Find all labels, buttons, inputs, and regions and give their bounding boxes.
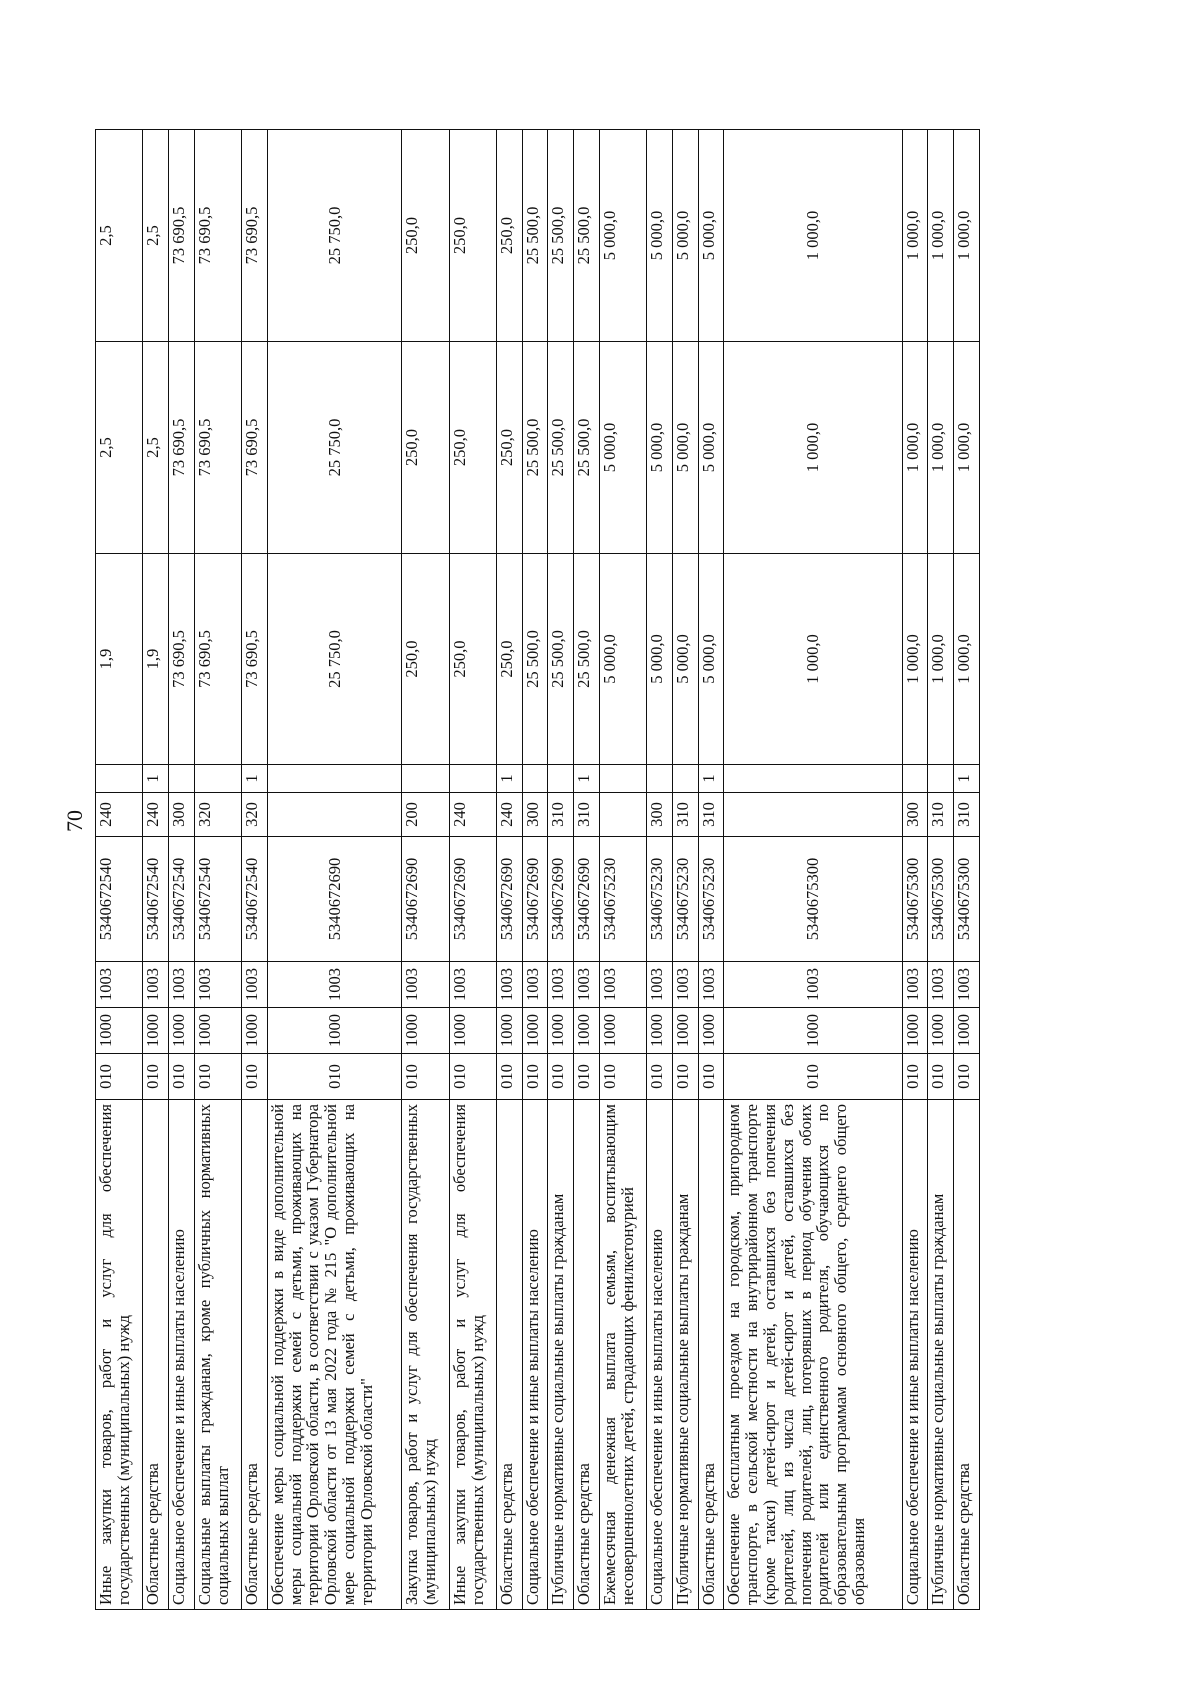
code-target: 5340675230 <box>698 837 724 962</box>
value-year-1: 25 500,0 <box>574 554 600 765</box>
code-section: 1000 <box>143 1008 169 1054</box>
table-row <box>574 130 600 1610</box>
code-expense-type <box>724 793 902 837</box>
code-admin: 010 <box>194 1054 241 1100</box>
code-expense-type: 320 <box>194 793 241 837</box>
row-name: Обеспечение бесплатным проездом на городском, пригородном транспорте, в сельской местности на внутрирайонном транспорте (кроме такси) детей-сирот и детей, оставшихся без попечения родителей, лиц из числа детей-сирот и детей, оставшихся без попечения родителей, лиц, потерявших в период обучения обоих родителей или единственного родителя, обучающихся по образовательным программам основного общего, среднего общего образования <box>724 1100 902 1610</box>
code-source <box>724 765 902 793</box>
value-year-1: 1,9 <box>96 554 143 765</box>
value-year-2: 1 000,0 <box>902 342 928 554</box>
code-source <box>449 765 496 793</box>
table-row <box>96 130 143 1610</box>
code-source <box>928 765 954 793</box>
code-source: 1 <box>954 765 980 793</box>
code-source: 1 <box>143 765 169 793</box>
value-year-1: 25 500,0 <box>522 554 548 765</box>
code-section: 1000 <box>902 1008 928 1054</box>
code-expense-type: 240 <box>143 793 169 837</box>
table-row <box>928 130 954 1610</box>
code-subsection: 1003 <box>928 962 954 1008</box>
code-admin: 010 <box>599 1054 646 1100</box>
row-name: Социальные выплаты гражданам, кроме публичных нормативных социальных выплат <box>194 1100 241 1610</box>
code-source: 1 <box>497 765 523 793</box>
value-year-2: 25 750,0 <box>267 342 402 554</box>
code-source: 1 <box>242 765 268 793</box>
value-year-2: 5 000,0 <box>647 342 673 554</box>
value-year-2: 1 000,0 <box>724 342 902 554</box>
value-year-2: 250,0 <box>497 342 523 554</box>
value-year-1: 73 690,5 <box>194 554 241 765</box>
table-row <box>902 130 928 1610</box>
code-expense-type: 310 <box>548 793 574 837</box>
code-target: 5340675230 <box>672 837 698 962</box>
code-subsection: 1003 <box>522 962 548 1008</box>
value-year-3: 1 000,0 <box>928 130 954 342</box>
row-name: Иные закупки товаров, работ и услуг для обеспечения государственных (муниципальных) нужд <box>449 1100 496 1610</box>
value-year-2: 1 000,0 <box>954 342 980 554</box>
code-target: 5340672690 <box>574 837 600 962</box>
row-name: Областные средства <box>574 1100 600 1610</box>
code-subsection: 1003 <box>402 962 449 1008</box>
code-admin: 010 <box>449 1054 496 1100</box>
code-expense-type: 300 <box>169 793 195 837</box>
code-source: 1 <box>574 765 600 793</box>
row-name: Социальное обеспечение и иные выплаты населению <box>522 1100 548 1610</box>
code-source <box>169 765 195 793</box>
code-source <box>672 765 698 793</box>
code-subsection: 1003 <box>902 962 928 1008</box>
row-name: Областные средства <box>954 1100 980 1610</box>
code-target: 5340672690 <box>548 837 574 962</box>
code-section: 1000 <box>928 1008 954 1054</box>
value-year-3: 5 000,0 <box>698 130 724 342</box>
code-target: 5340675300 <box>902 837 928 962</box>
value-year-2: 5 000,0 <box>672 342 698 554</box>
code-target: 5340672690 <box>522 837 548 962</box>
code-subsection: 1003 <box>242 962 268 1008</box>
value-year-1: 25 500,0 <box>548 554 574 765</box>
table-row <box>169 130 195 1610</box>
value-year-3: 5 000,0 <box>672 130 698 342</box>
value-year-3: 25 500,0 <box>522 130 548 342</box>
code-admin: 010 <box>574 1054 600 1100</box>
row-name: Публичные нормативные социальные выплаты гражданам <box>672 1100 698 1610</box>
code-target: 5340675230 <box>599 837 646 962</box>
value-year-3: 250,0 <box>497 130 523 342</box>
code-target: 5340675230 <box>647 837 673 962</box>
code-target: 5340672690 <box>449 837 496 962</box>
value-year-1: 73 690,5 <box>242 554 268 765</box>
code-section: 1000 <box>242 1008 268 1054</box>
code-admin: 010 <box>672 1054 698 1100</box>
value-year-3: 25 750,0 <box>267 130 402 342</box>
table-row <box>242 130 268 1610</box>
value-year-2: 73 690,5 <box>169 342 195 554</box>
value-year-1: 250,0 <box>449 554 496 765</box>
value-year-1: 1 000,0 <box>902 554 928 765</box>
value-year-1: 5 000,0 <box>672 554 698 765</box>
code-subsection: 1003 <box>169 962 195 1008</box>
value-year-3: 2,5 <box>143 130 169 342</box>
code-admin: 010 <box>169 1054 195 1100</box>
code-subsection: 1003 <box>497 962 523 1008</box>
table-row <box>954 130 980 1610</box>
code-section: 1000 <box>574 1008 600 1054</box>
row-name: Областные средства <box>698 1100 724 1610</box>
table-row <box>402 130 449 1610</box>
value-year-3: 73 690,5 <box>194 130 241 342</box>
code-subsection: 1003 <box>647 962 673 1008</box>
code-admin: 010 <box>928 1054 954 1100</box>
table-row <box>449 130 496 1610</box>
code-admin: 010 <box>96 1054 143 1100</box>
code-subsection: 1003 <box>672 962 698 1008</box>
code-expense-type: 310 <box>954 793 980 837</box>
value-year-2: 5 000,0 <box>698 342 724 554</box>
code-subsection: 1003 <box>574 962 600 1008</box>
code-target: 5340672690 <box>402 837 449 962</box>
code-source <box>902 765 928 793</box>
value-year-3: 25 500,0 <box>574 130 600 342</box>
code-source <box>522 765 548 793</box>
row-name: Публичные нормативные социальные выплаты гражданам <box>928 1100 954 1610</box>
value-year-2: 25 500,0 <box>522 342 548 554</box>
code-source <box>599 765 646 793</box>
value-year-1: 5 000,0 <box>647 554 673 765</box>
value-year-2: 73 690,5 <box>194 342 241 554</box>
code-expense-type: 300 <box>902 793 928 837</box>
row-name: Областные средства <box>242 1100 268 1610</box>
code-expense-type: 310 <box>928 793 954 837</box>
code-section: 1000 <box>497 1008 523 1054</box>
table-row <box>497 130 523 1610</box>
code-subsection: 1003 <box>96 962 143 1008</box>
code-expense-type <box>599 793 646 837</box>
code-target: 5340672540 <box>143 837 169 962</box>
code-expense-type: 300 <box>522 793 548 837</box>
value-year-1: 5 000,0 <box>599 554 646 765</box>
value-year-1: 250,0 <box>497 554 523 765</box>
budget-table <box>95 129 980 1610</box>
row-name: Публичные нормативные социальные выплаты гражданам <box>548 1100 574 1610</box>
code-source <box>96 765 143 793</box>
value-year-3: 25 500,0 <box>548 130 574 342</box>
code-admin: 010 <box>647 1054 673 1100</box>
code-expense-type: 240 <box>96 793 143 837</box>
table-row <box>194 130 241 1610</box>
code-expense-type: 310 <box>698 793 724 837</box>
value-year-2: 25 500,0 <box>574 342 600 554</box>
table-row <box>672 130 698 1610</box>
code-subsection: 1003 <box>194 962 241 1008</box>
code-expense-type: 310 <box>672 793 698 837</box>
code-section: 1000 <box>724 1008 902 1054</box>
code-section: 1000 <box>954 1008 980 1054</box>
code-expense-type: 200 <box>402 793 449 837</box>
value-year-2: 2,5 <box>96 342 143 554</box>
code-expense-type: 320 <box>242 793 268 837</box>
table-row <box>267 130 402 1610</box>
row-name: Ежемесячная денежная выплата семьям, воспитывающим несовершеннолетних детей, страдающих фенилкетонурией <box>599 1100 646 1610</box>
code-section: 1000 <box>647 1008 673 1054</box>
code-target: 5340675300 <box>928 837 954 962</box>
table-row <box>698 130 724 1610</box>
value-year-2: 1 000,0 <box>928 342 954 554</box>
code-admin: 010 <box>724 1054 902 1100</box>
code-source <box>647 765 673 793</box>
code-expense-type: 240 <box>497 793 523 837</box>
code-admin: 010 <box>267 1054 402 1100</box>
table-row <box>599 130 646 1610</box>
code-target: 5340672540 <box>194 837 241 962</box>
value-year-1: 25 750,0 <box>267 554 402 765</box>
rotated-table-wrapper <box>95 130 980 1610</box>
code-section: 1000 <box>698 1008 724 1054</box>
value-year-2: 250,0 <box>402 342 449 554</box>
code-admin: 010 <box>143 1054 169 1100</box>
row-name: Социальное обеспечение и иные выплаты населению <box>902 1100 928 1610</box>
page-number: 70 <box>62 810 87 832</box>
value-year-1: 1,9 <box>143 554 169 765</box>
code-admin: 010 <box>402 1054 449 1100</box>
value-year-3: 73 690,5 <box>242 130 268 342</box>
code-target: 5340672540 <box>169 837 195 962</box>
code-section: 1000 <box>194 1008 241 1054</box>
value-year-3: 1 000,0 <box>724 130 902 342</box>
code-source <box>194 765 241 793</box>
table-body <box>96 130 980 1610</box>
row-name: Закупка товаров, работ и услуг для обеспечения государственных (муниципальных) нужд <box>402 1100 449 1610</box>
value-year-3: 1 000,0 <box>954 130 980 342</box>
code-source: 1 <box>698 765 724 793</box>
code-target: 5340672690 <box>497 837 523 962</box>
row-name: Обеспечение меры социальной поддержки в виде дополнительной меры социальной поддержки семей с детьми, проживающих на территории Орловской области, в соответствии с указом Губернатора Орловской области от 13 мая 2022 года № 215 "О дополнительной мере социальной поддержки семей с детьми, проживающих на территории Орловской области" <box>267 1100 402 1610</box>
row-name: Социальное обеспечение и иные выплаты населению <box>647 1100 673 1610</box>
value-year-2: 5 000,0 <box>599 342 646 554</box>
value-year-1: 5 000,0 <box>698 554 724 765</box>
code-section: 1000 <box>548 1008 574 1054</box>
code-target: 5340675300 <box>724 837 902 962</box>
row-name: Социальное обеспечение и иные выплаты населению <box>169 1100 195 1610</box>
value-year-3: 2,5 <box>96 130 143 342</box>
row-name: Иные закупки товаров, работ и услуг для обеспечения государственных (муниципальных) нужд <box>96 1100 143 1610</box>
code-admin: 010 <box>954 1054 980 1100</box>
value-year-2: 250,0 <box>449 342 496 554</box>
value-year-1: 250,0 <box>402 554 449 765</box>
code-subsection: 1003 <box>698 962 724 1008</box>
code-subsection: 1003 <box>267 962 402 1008</box>
code-section: 1000 <box>402 1008 449 1054</box>
value-year-3: 250,0 <box>402 130 449 342</box>
code-expense-type: 240 <box>449 793 496 837</box>
code-section: 1000 <box>96 1008 143 1054</box>
table-row <box>522 130 548 1610</box>
code-subsection: 1003 <box>724 962 902 1008</box>
code-section: 1000 <box>169 1008 195 1054</box>
code-target: 5340675300 <box>954 837 980 962</box>
table-row <box>647 130 673 1610</box>
code-subsection: 1003 <box>143 962 169 1008</box>
code-subsection: 1003 <box>599 962 646 1008</box>
code-target: 5340672540 <box>96 837 143 962</box>
code-admin: 010 <box>698 1054 724 1100</box>
row-name: Областные средства <box>497 1100 523 1610</box>
code-expense-type: 310 <box>574 793 600 837</box>
code-subsection: 1003 <box>449 962 496 1008</box>
code-section: 1000 <box>522 1008 548 1054</box>
value-year-2: 25 500,0 <box>548 342 574 554</box>
value-year-1: 73 690,5 <box>169 554 195 765</box>
code-source <box>548 765 574 793</box>
code-subsection: 1003 <box>954 962 980 1008</box>
code-target: 5340672690 <box>267 837 402 962</box>
code-section: 1000 <box>267 1008 402 1054</box>
code-expense-type: 300 <box>647 793 673 837</box>
table-row <box>143 130 169 1610</box>
value-year-1: 1 000,0 <box>928 554 954 765</box>
row-name: Областные средства <box>143 1100 169 1610</box>
code-admin: 010 <box>522 1054 548 1100</box>
code-admin: 010 <box>548 1054 574 1100</box>
value-year-2: 2,5 <box>143 342 169 554</box>
value-year-3: 1 000,0 <box>902 130 928 342</box>
code-admin: 010 <box>242 1054 268 1100</box>
code-section: 1000 <box>449 1008 496 1054</box>
value-year-2: 73 690,5 <box>242 342 268 554</box>
table-row <box>724 130 902 1610</box>
code-expense-type <box>267 793 402 837</box>
code-admin: 010 <box>902 1054 928 1100</box>
value-year-1: 1 000,0 <box>724 554 902 765</box>
code-subsection: 1003 <box>548 962 574 1008</box>
value-year-3: 5 000,0 <box>647 130 673 342</box>
code-source <box>402 765 449 793</box>
value-year-3: 73 690,5 <box>169 130 195 342</box>
value-year-3: 5 000,0 <box>599 130 646 342</box>
table-row <box>548 130 574 1610</box>
code-admin: 010 <box>497 1054 523 1100</box>
code-source <box>267 765 402 793</box>
code-target: 5340672540 <box>242 837 268 962</box>
value-year-3: 250,0 <box>449 130 496 342</box>
code-section: 1000 <box>672 1008 698 1054</box>
code-section: 1000 <box>599 1008 646 1054</box>
value-year-1: 1 000,0 <box>954 554 980 765</box>
